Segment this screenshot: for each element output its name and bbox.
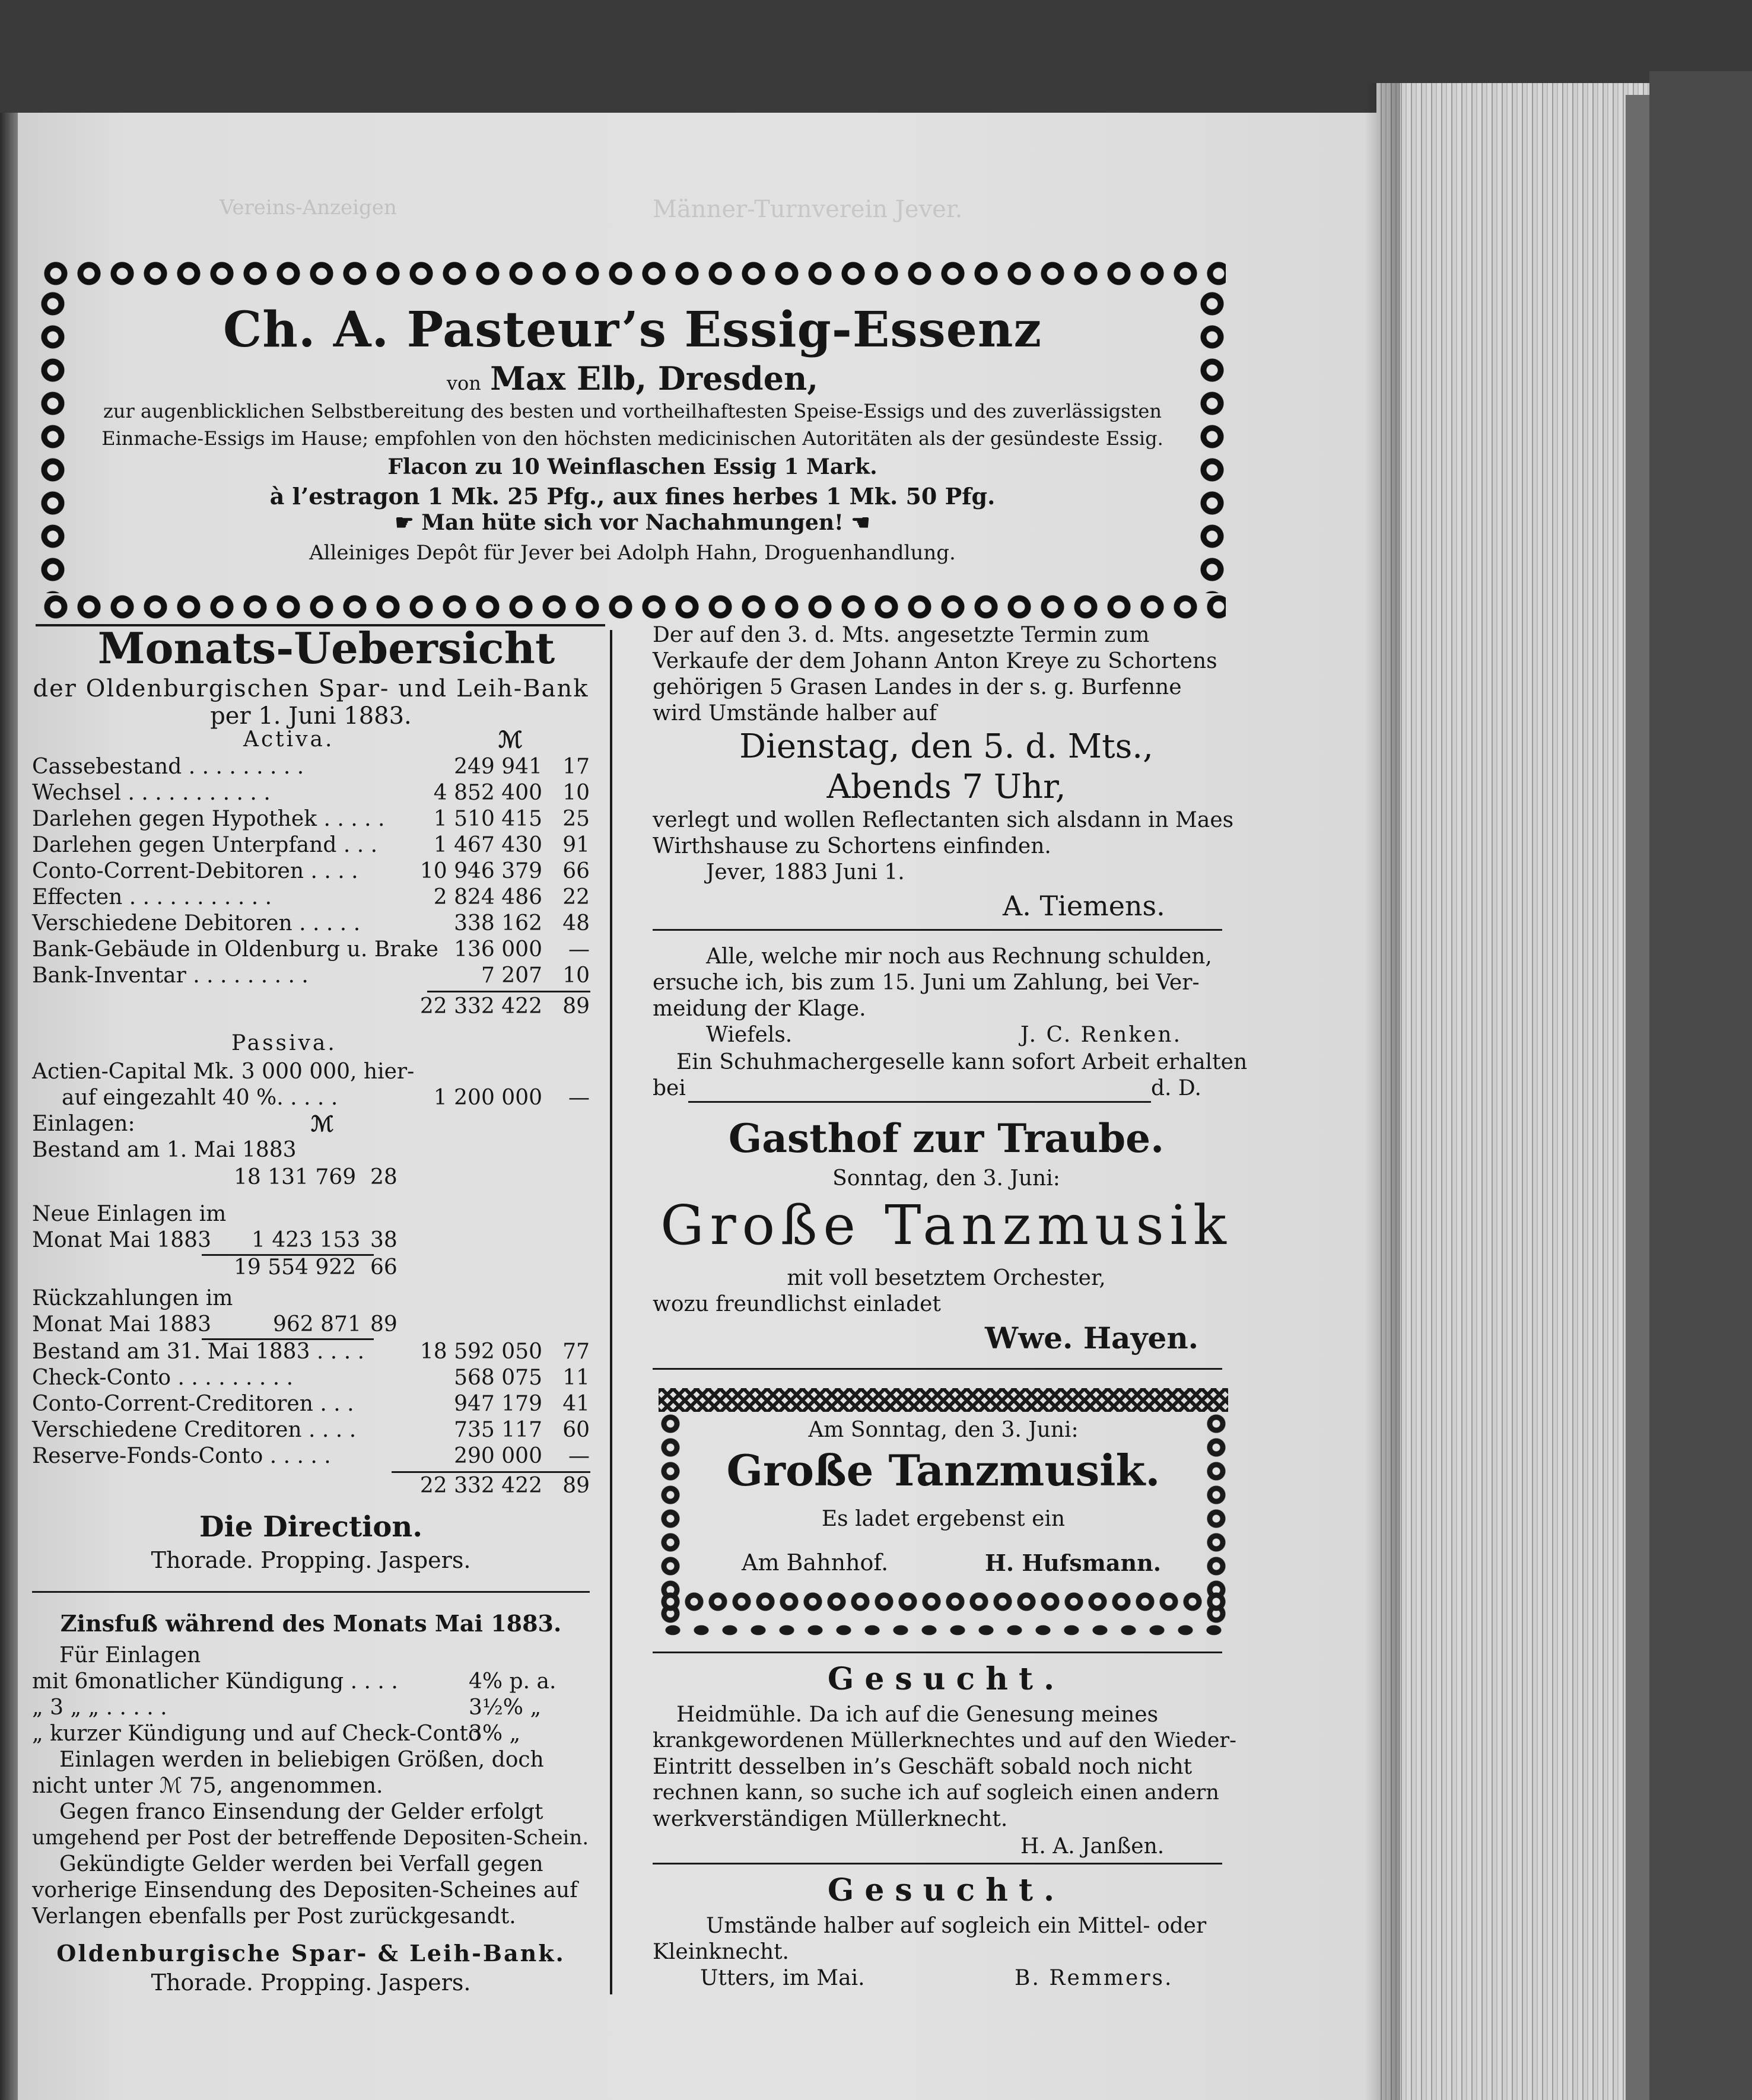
ledger-row — [32, 1339, 590, 1366]
row-amount: 947 179 — [454, 1392, 542, 1416]
zins-text: vorherige Einsendung des Depositen-Scheines auf — [32, 1878, 578, 1902]
bleed-through-text: Vereins-Anzeigen — [220, 196, 397, 219]
pasteur-advertisement — [39, 260, 1226, 621]
zins-rate: 3% „ — [469, 1722, 521, 1746]
row-cents: 17 — [562, 755, 590, 779]
termin-signature: A. Tiemens. — [1003, 890, 1165, 922]
zins-text: Verlangen ebenfalls per Post zurückgesandt. — [32, 1904, 516, 1929]
ledger-row — [32, 1255, 590, 1281]
ledger-row — [32, 1366, 590, 1392]
ledger-row — [32, 1138, 590, 1164]
row-amount: 1 200 000 — [433, 1086, 542, 1110]
pointing-hand-icon: ☚ — [843, 510, 870, 535]
sub-amount: 1 423 153 — [252, 1228, 361, 1252]
bank-title: Monats-Uebersicht — [97, 623, 555, 673]
zins-names: Thorade. Propping. Jaspers. — [151, 1969, 471, 1996]
row-label: Check-Conto . . . . . . . . . — [32, 1366, 294, 1390]
passiva-heading: Passiva. — [231, 1031, 337, 1055]
gesucht-heading: Gesucht. — [827, 1661, 1066, 1697]
row-label: Bestand am 31. Mai 1883 . . . . — [32, 1339, 365, 1364]
renken-line: Alle, welche mir noch aus Rechnung schulden, — [706, 944, 1212, 969]
row-label: Bestand am 1. Mai 1883 — [32, 1138, 297, 1162]
renken-line: ersuche ich, bis zum 15. Juni um Zahlung, bei Ver- — [653, 971, 1200, 995]
termin-line: verlegt und wollen Reflectanten sich alsdann in Maes — [653, 808, 1234, 832]
ornament-border-bottom — [39, 593, 1226, 621]
gesucht-line: Heidmühle. Da ich auf die Genesung meines — [676, 1703, 1159, 1727]
ledger-row — [32, 1228, 590, 1254]
renken-place: Wiefels. — [706, 1023, 793, 1047]
row-amount: 18 592 050 — [419, 1339, 542, 1364]
termin-line: Wirthshause zu Schortens einfinden. — [653, 834, 1051, 858]
row-label: auf eingezahlt 40 %. . . . . — [62, 1086, 338, 1110]
row-amount: 4 852 400 — [433, 781, 542, 805]
row-label: Verschiedene Creditoren . . . . — [32, 1418, 357, 1442]
schuhmacher-ref: d. D. — [1151, 1076, 1201, 1100]
direction-heading: Die Direction. — [199, 1510, 423, 1544]
row-cents: 10 — [562, 781, 590, 805]
sub-cents: 66 — [370, 1255, 398, 1280]
gesucht-line: werkverständigen Müllerknecht. — [653, 1807, 1008, 1831]
traube-headline: Große Tanzmusik — [660, 1194, 1232, 1257]
row-amount: 338 162 — [454, 911, 542, 936]
row-label: Bank-Gebäude in Oldenburg u. Brake — [32, 937, 438, 962]
traube-line: mit voll besetztem Orchester, — [787, 1266, 1106, 1290]
termin-line: Verkaufe der dem Johann Anton Kreye zu Schortens — [653, 649, 1217, 673]
zins-title: Zinsfuß während des Monats Mai 1883. — [60, 1610, 562, 1637]
ledger-row — [32, 1312, 590, 1338]
zins-text: Gekündigte Gelder werden bei Verfall gegen — [59, 1852, 543, 1876]
ledger-row — [32, 1059, 590, 1086]
pointing-hand-icon: ☛ — [395, 510, 422, 535]
row-amount: 249 941 — [454, 755, 542, 779]
ad-warning-text: Man hüte sich vor Nachahmungen! — [421, 510, 844, 535]
row-label: Neue Einlagen im — [32, 1202, 227, 1226]
row-cents: — — [568, 1086, 590, 1110]
ledger-row — [32, 1418, 590, 1444]
row-label: Actien-Capital Mk. 3 000 000, hier- — [32, 1059, 415, 1084]
row-amount: 10 946 379 — [419, 859, 542, 883]
ledger-row — [32, 1112, 590, 1138]
row-amount: 136 000 — [454, 937, 542, 962]
total-cents: 89 — [562, 994, 590, 1019]
row-label: Conto-Corrent-Creditoren . . . — [32, 1392, 354, 1416]
traube-date: Sonntag, den 3. Juni: — [832, 1166, 1060, 1191]
ledger-row — [32, 885, 590, 911]
renken-signature: J. C. Renken. — [1020, 1023, 1182, 1047]
schuhmacher-line: bei — [653, 1076, 686, 1100]
gesucht-line: krankgewordenen Müllerknechtes und auf den Wieder- — [653, 1729, 1236, 1752]
ledger-row — [32, 833, 590, 859]
row-label: Rückzahlungen im — [32, 1286, 233, 1310]
termin-line: Der auf den 3. d. Mts. angesetzte Termin zum — [653, 623, 1150, 647]
zins-rate: 4% p. a. — [469, 1669, 557, 1694]
ledger-row — [32, 859, 590, 885]
bahnhof-headline: Große Tanzmusik. — [726, 1445, 1160, 1496]
ad-depot: Alleiniges Depôt für Jever bei Adolph Hahn, Droguenhandlung. — [309, 541, 956, 565]
ledger-row — [32, 1286, 590, 1312]
ad-von: von — [446, 372, 481, 394]
row-amount: 735 117 — [454, 1418, 542, 1442]
zins-line: „ kurzer Kündigung und auf Check-Conto — [32, 1722, 481, 1746]
zins-line: Für Einlagen — [59, 1643, 201, 1668]
ledger-row — [32, 911, 590, 937]
traube-line: wozu freundlichst einladet — [653, 1292, 941, 1316]
ad-price-line: à l’estragon 1 Mk. 25 Pfg., aux fines herbes 1 Mk. 50 Pfg. — [269, 483, 996, 510]
ad-maker: Max Elb, Dresden, — [490, 359, 819, 397]
ledger-row — [32, 781, 590, 807]
row-label: Conto-Corrent-Debitoren . . . . — [32, 859, 358, 883]
row-amount: 568 075 — [454, 1366, 542, 1390]
zins-signature: Oldenburgische Spar- & Leih-Bank. — [56, 1940, 565, 1967]
row-amount: 290 000 — [454, 1444, 542, 1468]
ornament-border-bottom — [659, 1619, 1228, 1641]
row-label: Monat Mai 1883 — [32, 1228, 211, 1252]
ad-warning — [39, 510, 1226, 535]
currency-mark: ℳ — [498, 726, 523, 753]
row-label: Verschiedene Debitoren . . . . . — [32, 911, 361, 936]
ledger-row — [32, 937, 590, 963]
ledger-row — [32, 1165, 590, 1191]
gutter-shadow — [1365, 83, 1400, 2100]
row-cents: 91 — [562, 833, 590, 857]
section-rule — [32, 1591, 590, 1593]
ad-title: Ch. A. Pasteur’s Essig-Essenz — [222, 301, 1042, 358]
bahnhof-date: Am Sonntag, den 3. Juni: — [808, 1418, 1079, 1442]
row-label: Darlehen gegen Unterpfand . . . — [32, 833, 378, 857]
gesucht-place: Utters, im Mai. — [700, 1966, 865, 1990]
row-amount: 7 207 — [481, 963, 542, 988]
termin-line: wird Umstände halber auf — [653, 701, 937, 726]
gesucht-line: Umstände halber auf sogleich ein Mittel- oder — [706, 1914, 1207, 1938]
ledger-row — [32, 963, 590, 989]
ad-maker-line — [39, 359, 1226, 397]
ledger-row — [32, 1202, 590, 1228]
section-rule — [688, 1101, 1151, 1103]
row-label: Effecten . . . . . . . . . . . — [32, 885, 272, 909]
ornament-border-top — [39, 260, 1226, 287]
zins-text: umgehend per Post der betreffende Depositen-Schein. — [32, 1826, 589, 1850]
column-divider — [610, 630, 612, 1994]
termin-place-date: Jever, 1883 Juni 1. — [706, 860, 905, 884]
zins-line: „ 3 „ „ . . . . . — [32, 1695, 167, 1720]
sub-amount: 18 131 769 — [234, 1165, 357, 1189]
ledger-row — [32, 1444, 590, 1470]
total-cents: 89 — [562, 1474, 590, 1498]
bahnhof-place: Am Bahnhof. — [742, 1549, 889, 1576]
activa-heading: Activa. — [243, 727, 335, 752]
ad-line: Einmache-Essigs im Hause; empfohlen von den höchsten medicinischen Autoritäten als der gesündeste Essig. — [101, 427, 1163, 450]
section-rule — [653, 1863, 1222, 1864]
traube-signature: Wwe. Hayen. — [985, 1321, 1199, 1356]
row-label: Cassebestand . . . . . . . . . — [32, 755, 304, 779]
ledger-row — [32, 1086, 590, 1112]
zins-text: Gegen franco Einsendung der Gelder erfolgt — [59, 1800, 543, 1824]
book-cover — [1649, 71, 1752, 2100]
total-amount: 22 332 422 — [419, 1474, 542, 1498]
row-label: Reserve-Fonds-Conto . . . . . — [32, 1444, 331, 1468]
row-cents: 11 — [562, 1366, 590, 1390]
activa-total-row — [32, 994, 590, 1020]
currency-mark: ℳ — [311, 1112, 334, 1137]
gesucht-line: Eintritt desselben in’s Geschäft sobald noch nicht — [653, 1755, 1193, 1779]
row-label: Einlagen: — [32, 1112, 135, 1136]
row-cents: 22 — [562, 885, 590, 909]
row-cents: 41 — [562, 1392, 590, 1416]
termin-time: Abends 7 Uhr, — [826, 768, 1066, 806]
bahnhof-line: Es ladet ergebenst ein — [821, 1507, 1066, 1531]
sum-rule — [392, 1471, 590, 1473]
zins-text: nicht unter ℳ 75, angenommen. — [32, 1774, 383, 1798]
ledger-row — [32, 1392, 590, 1418]
row-cents: 25 — [562, 807, 590, 831]
gesucht-heading: Gesucht. — [827, 1872, 1066, 1908]
zins-line: mit 6monatlicher Kündigung . . . . — [32, 1669, 398, 1694]
row-label: Monat Mai 1883 — [32, 1312, 211, 1337]
bahnhof-signature: H. Hufsmann. — [985, 1549, 1161, 1576]
termin-line: gehörigen 5 Grasen Landes in der s. g. Burfenne — [653, 675, 1182, 699]
direction-names: Thorade. Propping. Jaspers. — [151, 1547, 471, 1573]
schuhmacher-line: Ein Schuhmachergeselle kann sofort Arbeit erhalten — [676, 1050, 1248, 1074]
sub-cents: 89 — [370, 1312, 398, 1337]
ornament-border-top — [659, 1388, 1228, 1412]
ad-price-line: Flacon zu 10 Weinflaschen Essig 1 Mark. — [387, 454, 877, 479]
traube-title: Gasthof zur Traube. — [728, 1115, 1165, 1162]
gesucht-signature: B. Remmers. — [1015, 1966, 1174, 1990]
row-cents: — — [568, 937, 590, 962]
row-cents: 66 — [562, 859, 590, 883]
passiva-total-row — [32, 1474, 590, 1500]
sub-cents: 28 — [370, 1165, 398, 1189]
ad-line: zur augenblicklichen Selbstbereitung des besten und vortheilhaftesten Speise-Essigs und des zuverlässigsten — [103, 400, 1162, 422]
bank-date: per 1. Juni 1883. — [210, 702, 412, 730]
gesucht-line: rechnen kann, so suche ich auf sogleich einen andern — [653, 1781, 1219, 1805]
row-cents: — — [568, 1444, 590, 1468]
gesucht-signature: H. A. Janßen. — [1020, 1834, 1165, 1859]
row-amount: 1 510 415 — [433, 807, 542, 831]
row-label: Wechsel . . . . . . . . . . . — [32, 781, 271, 805]
sub-amount: 19 554 922 — [234, 1255, 357, 1280]
zins-text: Einlagen werden in beliebigen Größen, doch — [59, 1748, 544, 1772]
row-cents: 10 — [562, 963, 590, 988]
gesucht-line: Kleinknecht. — [653, 1940, 789, 1964]
sum-rule — [427, 991, 590, 992]
row-label: Darlehen gegen Hypothek . . . . . — [32, 807, 385, 831]
row-label: Bank-Inventar . . . . . . . . . — [32, 963, 309, 988]
section-rule — [653, 929, 1222, 931]
ledger-row — [32, 755, 590, 781]
row-cents: 77 — [562, 1339, 590, 1364]
section-rule — [653, 1368, 1222, 1370]
row-cents: 60 — [562, 1418, 590, 1442]
ledger-row — [32, 807, 590, 833]
section-rule — [653, 1652, 1222, 1653]
termin-date: Dienstag, den 5. d. Mts., — [739, 727, 1153, 766]
row-amount: 2 824 486 — [433, 885, 542, 909]
zins-rate: 3½% „ — [469, 1695, 542, 1720]
renken-line: meidung der Klage. — [653, 997, 866, 1021]
bleed-through-text: Männer-Turnverein Jever. — [653, 196, 963, 223]
row-cents: 48 — [562, 911, 590, 936]
row-amount: 1 467 430 — [433, 833, 542, 857]
ornament-row — [659, 1590, 1228, 1614]
sub-amount: 962 871 — [273, 1312, 361, 1337]
sub-cents: 38 — [370, 1228, 398, 1252]
total-amount: 22 332 422 — [419, 994, 542, 1019]
bank-subtitle: der Oldenburgischen Spar- und Leih-Bank — [33, 675, 589, 702]
